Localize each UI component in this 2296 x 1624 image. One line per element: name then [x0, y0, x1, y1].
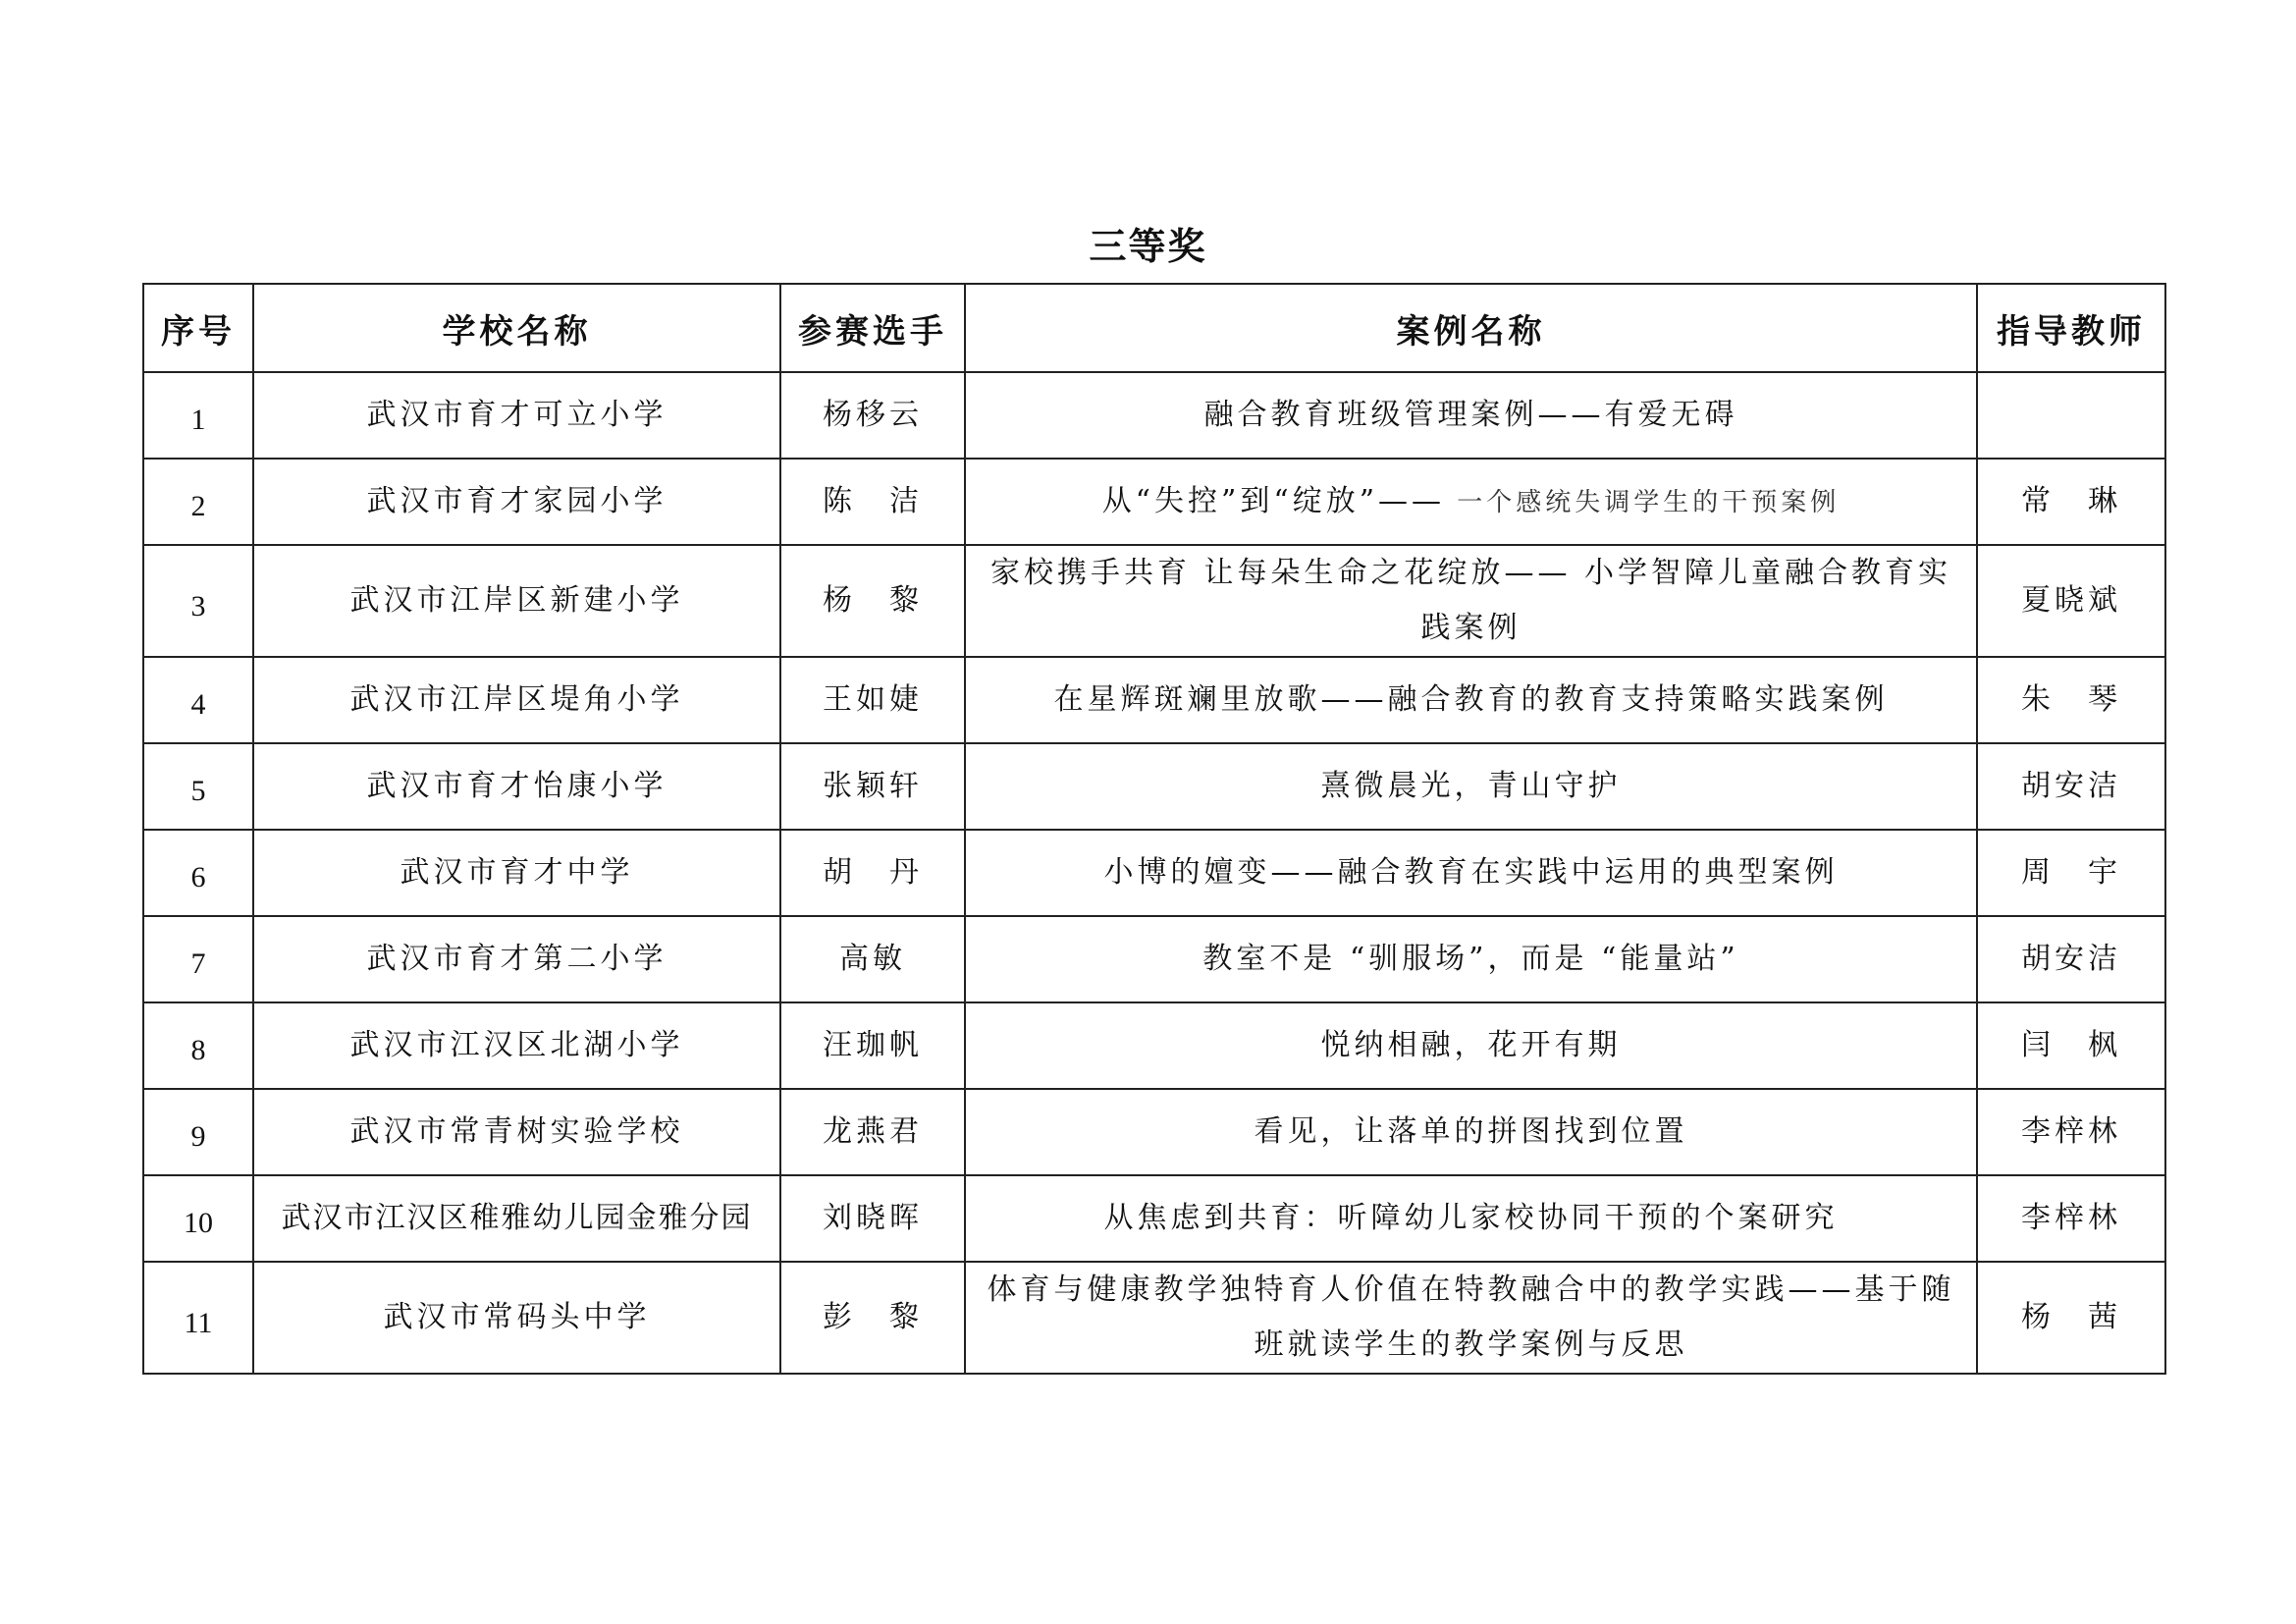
teacher-name: 常 琳: [1977, 459, 2165, 545]
header-case: 案例名称: [965, 284, 1977, 372]
teacher-name: 胡安洁: [1977, 743, 2165, 830]
row-number: 10: [143, 1175, 253, 1262]
teacher-name: 李梓林: [1977, 1089, 2165, 1175]
teacher-name: 杨 茜: [1977, 1262, 2165, 1374]
school-name: 武汉市育才家园小学: [253, 459, 780, 545]
case-name-sub: 一个感统失调学生的干预案例: [1445, 487, 1841, 517]
case-name-main: 从“失控”到“绽放”——: [1101, 483, 1446, 518]
player-name: 汪珈帆: [780, 1002, 965, 1089]
page-title: 三等奖: [1089, 224, 1207, 268]
player-name: 杨 黎: [780, 545, 965, 657]
teacher-name: 李梓林: [1977, 1175, 2165, 1262]
player-name: 高敏: [780, 916, 965, 1002]
school-name: 武汉市育才第二小学: [253, 916, 780, 1002]
school-name: 武汉市江岸区新建小学: [253, 545, 780, 657]
case-name: 从焦虑到共育：听障幼儿家校协同干预的个案研究: [965, 1175, 1977, 1262]
row-number: 3: [143, 545, 253, 657]
teacher-name: 胡安洁: [1977, 916, 2165, 1002]
teacher-name: 周 宇: [1977, 830, 2165, 916]
table-row: [143, 1175, 2165, 1262]
table-row: [143, 1089, 2165, 1175]
school-name: 武汉市江汉区北湖小学: [253, 1002, 780, 1089]
table-row: [143, 459, 2165, 545]
teacher-name: [1977, 372, 2165, 459]
header-teacher: 指导教师: [1977, 284, 2165, 372]
case-name: 小博的嬗变——融合教育在实践中运用的典型案例: [965, 830, 1977, 916]
school-name: 武汉市江汉区稚雅幼儿园金雅分园: [253, 1175, 780, 1262]
row-number: 1: [143, 372, 253, 459]
school-name: 武汉市育才可立小学: [253, 372, 780, 459]
table-row: [143, 372, 2165, 459]
case-name: 家校携手共育 让每朵生命之花绽放—— 小学智障儿童融合教育实践案例: [965, 545, 1977, 657]
player-name: 王如婕: [780, 657, 965, 743]
row-number: 6: [143, 830, 253, 916]
award-table: [142, 283, 2166, 1375]
case-name: 悦纳相融，花开有期: [965, 1002, 1977, 1089]
player-name: 彭 黎: [780, 1262, 965, 1374]
table-row: [143, 916, 2165, 1002]
teacher-name: 夏晓斌: [1977, 545, 2165, 657]
table-row: [143, 545, 2165, 657]
row-number: 2: [143, 459, 253, 545]
school-name: 武汉市育才怡康小学: [253, 743, 780, 830]
row-number: 5: [143, 743, 253, 830]
case-name: 教室不是 “驯服场”，而是 “能量站”: [965, 916, 1977, 1002]
player-name: 刘晓晖: [780, 1175, 965, 1262]
row-number: 9: [143, 1089, 253, 1175]
table-row: [143, 830, 2165, 916]
table-row: [143, 743, 2165, 830]
player-name: 龙燕君: [780, 1089, 965, 1175]
school-name: 武汉市江岸区堤角小学: [253, 657, 780, 743]
header-school: 学校名称: [253, 284, 780, 372]
case-name: 在星辉斑斓里放歌——融合教育的教育支持策略实践案例: [965, 657, 1977, 743]
player-name: 胡 丹: [780, 830, 965, 916]
header-player: 参赛选手: [780, 284, 965, 372]
player-name: 杨移云: [780, 372, 965, 459]
table-header-row: [143, 284, 2165, 372]
school-name: 武汉市育才中学: [253, 830, 780, 916]
case-name: 看见，让落单的拼图找到位置: [965, 1089, 1977, 1175]
row-number: 8: [143, 1002, 253, 1089]
case-name: 体育与健康教学独特育人价值在特教融合中的教学实践——基于随班就读学生的教学案例与反思: [965, 1262, 1977, 1374]
school-name: 武汉市常青树实验学校: [253, 1089, 780, 1175]
table-row: [143, 657, 2165, 743]
case-name: 熹微晨光，青山守护: [965, 743, 1977, 830]
teacher-name: 闫 枫: [1977, 1002, 2165, 1089]
school-name: 武汉市常码头中学: [253, 1262, 780, 1374]
row-number: 4: [143, 657, 253, 743]
row-number: 7: [143, 916, 253, 1002]
table-row: [143, 1262, 2165, 1374]
case-name: [965, 459, 1977, 545]
header-no: 序号: [143, 284, 253, 372]
table-row: [143, 1002, 2165, 1089]
row-number: 11: [143, 1262, 253, 1374]
case-name: 融合教育班级管理案例——有爱无碍: [965, 372, 1977, 459]
teacher-name: 朱 琴: [1977, 657, 2165, 743]
player-name: 张颖轩: [780, 743, 965, 830]
player-name: 陈 洁: [780, 459, 965, 545]
